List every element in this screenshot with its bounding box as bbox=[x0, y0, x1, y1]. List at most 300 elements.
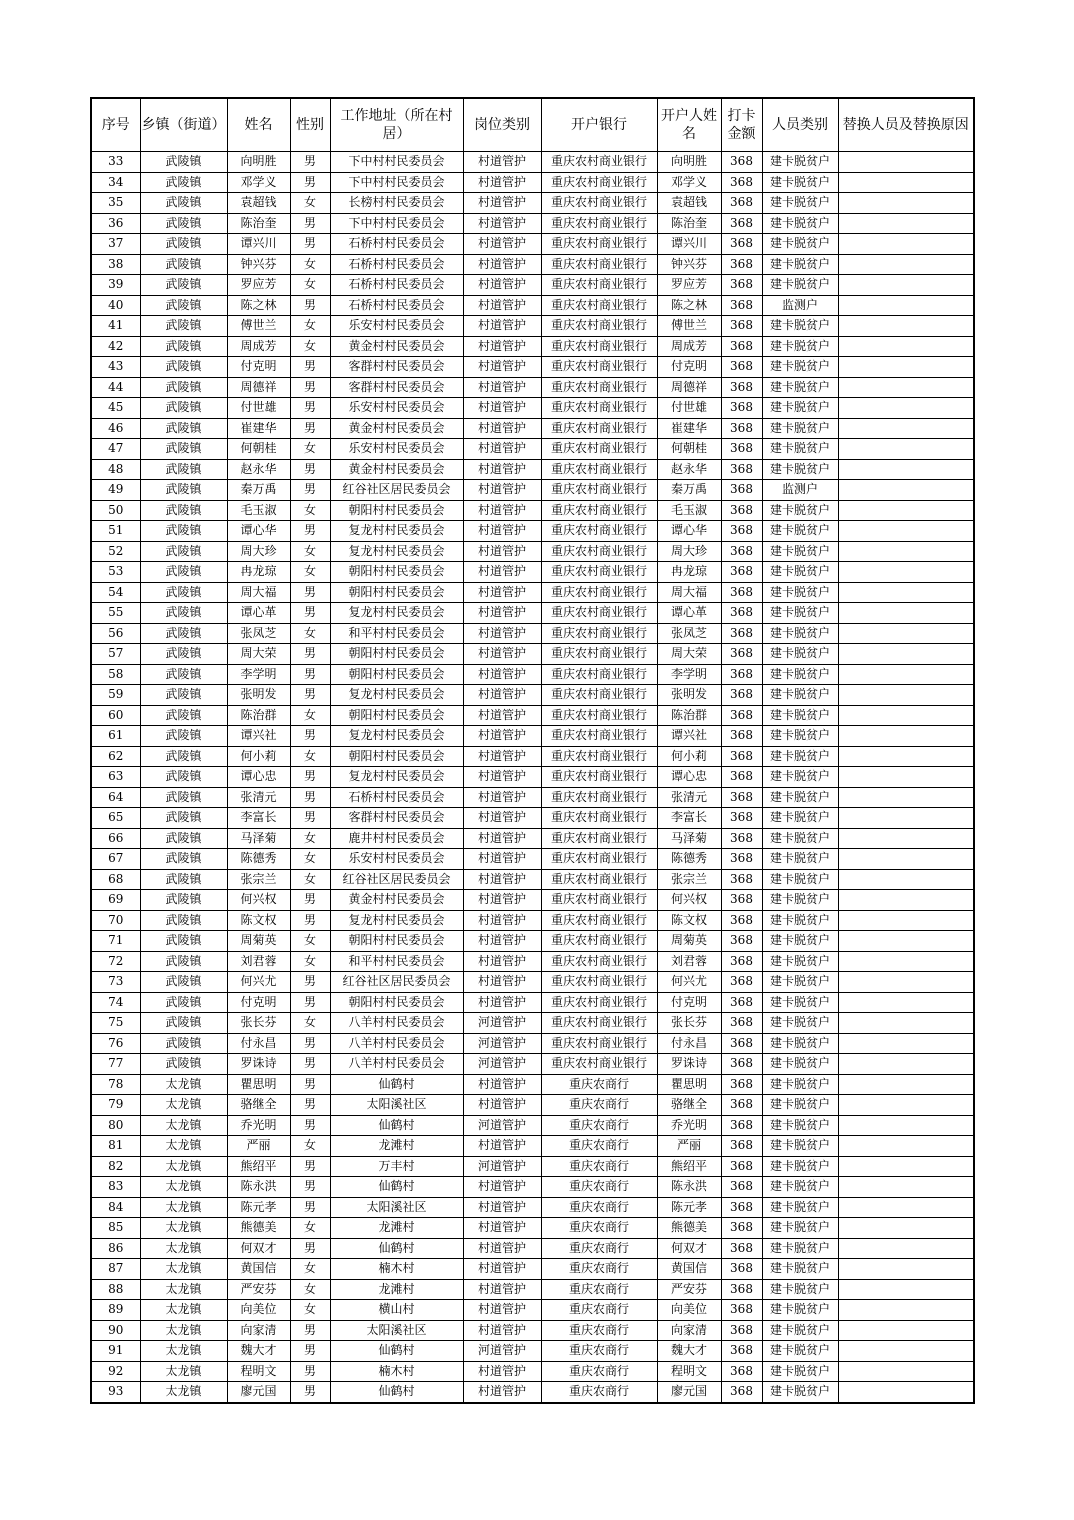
seq-cell: 64 bbox=[91, 787, 140, 808]
amount-cell: 368 bbox=[721, 459, 762, 480]
category-cell: 建卡脱贫户 bbox=[762, 1095, 838, 1116]
name-cell: 李学明 bbox=[227, 664, 290, 685]
seq-cell: 44 bbox=[91, 377, 140, 398]
holder-cell: 付克明 bbox=[657, 357, 721, 378]
amount-cell: 368 bbox=[721, 254, 762, 275]
amount-cell: 368 bbox=[721, 910, 762, 931]
town-cell: 武陵镇 bbox=[140, 357, 227, 378]
gender-cell: 男 bbox=[290, 1382, 330, 1403]
amount-cell: 368 bbox=[721, 1177, 762, 1198]
category-cell: 建卡脱贫户 bbox=[762, 172, 838, 193]
post-type-cell: 村道管护 bbox=[463, 1279, 541, 1300]
address-cell: 石桥村村民委员会 bbox=[330, 275, 463, 296]
seq-cell: 77 bbox=[91, 1054, 140, 1075]
replacement-cell bbox=[838, 500, 974, 521]
bank-cell: 重庆农村商业银行 bbox=[541, 398, 657, 419]
replacement-cell bbox=[838, 1320, 974, 1341]
holder-cell: 熊绍平 bbox=[657, 1156, 721, 1177]
bank-cell: 重庆农村商业银行 bbox=[541, 213, 657, 234]
category-cell: 建卡脱贫户 bbox=[762, 1238, 838, 1259]
bank-cell: 重庆农村商业银行 bbox=[541, 500, 657, 521]
table-row bbox=[91, 1074, 974, 1095]
replacement-cell bbox=[838, 603, 974, 624]
amount-cell: 368 bbox=[721, 234, 762, 255]
name-cell: 魏大才 bbox=[227, 1341, 290, 1362]
town-cell: 太龙镇 bbox=[140, 1074, 227, 1095]
replacement-cell bbox=[838, 1341, 974, 1362]
replacement-cell bbox=[838, 377, 974, 398]
replacement-cell bbox=[838, 972, 974, 993]
amount-cell: 368 bbox=[721, 418, 762, 439]
amount-cell: 368 bbox=[721, 951, 762, 972]
name-cell: 付永昌 bbox=[227, 1033, 290, 1054]
replacement-cell bbox=[838, 808, 974, 829]
town-cell: 武陵镇 bbox=[140, 418, 227, 439]
town-cell: 武陵镇 bbox=[140, 521, 227, 542]
holder-cell: 何双才 bbox=[657, 1238, 721, 1259]
name-cell: 张清元 bbox=[227, 787, 290, 808]
seq-cell: 50 bbox=[91, 500, 140, 521]
seq-cell: 93 bbox=[91, 1382, 140, 1403]
gender-cell: 男 bbox=[290, 295, 330, 316]
town-cell: 武陵镇 bbox=[140, 890, 227, 911]
gender-cell: 女 bbox=[290, 562, 330, 583]
holder-cell: 严丽 bbox=[657, 1136, 721, 1157]
category-cell: 建卡脱贫户 bbox=[762, 705, 838, 726]
category-cell: 建卡脱贫户 bbox=[762, 562, 838, 583]
amount-cell: 368 bbox=[721, 275, 762, 296]
post-type-cell: 村道管护 bbox=[463, 398, 541, 419]
category-cell: 建卡脱贫户 bbox=[762, 1177, 838, 1198]
post-type-cell: 村道管护 bbox=[463, 1074, 541, 1095]
post-type-cell: 村道管护 bbox=[463, 1095, 541, 1116]
post-type-cell: 村道管护 bbox=[463, 234, 541, 255]
address-cell: 复龙村村民委员会 bbox=[330, 685, 463, 706]
bank-cell: 重庆农商行 bbox=[541, 1238, 657, 1259]
name-cell: 周大珍 bbox=[227, 541, 290, 562]
amount-cell: 368 bbox=[721, 849, 762, 870]
category-cell: 建卡脱贫户 bbox=[762, 316, 838, 337]
replacement-cell bbox=[838, 582, 974, 603]
gender-cell: 男 bbox=[290, 418, 330, 439]
address-cell: 万丰村 bbox=[330, 1156, 463, 1177]
name-cell: 谭心忠 bbox=[227, 767, 290, 788]
gender-cell: 男 bbox=[290, 357, 330, 378]
name-cell: 张长芬 bbox=[227, 1013, 290, 1034]
replacement-cell bbox=[838, 254, 974, 275]
gender-cell: 男 bbox=[290, 1156, 330, 1177]
holder-cell: 谭心革 bbox=[657, 603, 721, 624]
gender-cell: 女 bbox=[290, 193, 330, 214]
seq-cell: 69 bbox=[91, 890, 140, 911]
replacement-cell bbox=[838, 726, 974, 747]
post-type-cell: 村道管护 bbox=[463, 275, 541, 296]
category-cell: 建卡脱贫户 bbox=[762, 623, 838, 644]
address-cell: 复龙村村民委员会 bbox=[330, 910, 463, 931]
amount-cell: 368 bbox=[721, 1320, 762, 1341]
bank-cell: 重庆农商行 bbox=[541, 1259, 657, 1280]
replacement-cell bbox=[838, 1074, 974, 1095]
replacement-cell bbox=[838, 357, 974, 378]
name-cell: 付克明 bbox=[227, 992, 290, 1013]
replacement-cell bbox=[838, 685, 974, 706]
category-cell: 建卡脱贫户 bbox=[762, 603, 838, 624]
bank-cell: 重庆农商行 bbox=[541, 1115, 657, 1136]
amount-cell: 368 bbox=[721, 377, 762, 398]
post-type-cell: 村道管护 bbox=[463, 1177, 541, 1198]
holder-cell: 周德祥 bbox=[657, 377, 721, 398]
bank-cell: 重庆农村商业银行 bbox=[541, 972, 657, 993]
address-cell: 仙鹤村 bbox=[330, 1074, 463, 1095]
seq-cell: 43 bbox=[91, 357, 140, 378]
address-cell: 横山村 bbox=[330, 1300, 463, 1321]
town-cell: 武陵镇 bbox=[140, 1054, 227, 1075]
holder-cell: 冉龙琼 bbox=[657, 562, 721, 583]
post-type-cell: 村道管护 bbox=[463, 1197, 541, 1218]
amount-cell: 368 bbox=[721, 1136, 762, 1157]
address-cell: 朝阳村村民委员会 bbox=[330, 705, 463, 726]
address-cell: 下中村村民委员会 bbox=[330, 172, 463, 193]
table-row bbox=[91, 767, 974, 788]
name-cell: 赵永华 bbox=[227, 459, 290, 480]
gender-cell: 女 bbox=[290, 1218, 330, 1239]
town-cell: 武陵镇 bbox=[140, 685, 227, 706]
town-cell: 武陵镇 bbox=[140, 234, 227, 255]
table-row bbox=[91, 972, 974, 993]
category-cell: 建卡脱贫户 bbox=[762, 1300, 838, 1321]
post-type-cell: 村道管护 bbox=[463, 1382, 541, 1403]
address-cell: 八羊村村民委员会 bbox=[330, 1054, 463, 1075]
address-cell: 客群村村民委员会 bbox=[330, 357, 463, 378]
post-type-cell: 村道管护 bbox=[463, 869, 541, 890]
table-row bbox=[91, 787, 974, 808]
town-cell: 太龙镇 bbox=[140, 1136, 227, 1157]
holder-cell: 张清元 bbox=[657, 787, 721, 808]
bank-cell: 重庆农商行 bbox=[541, 1177, 657, 1198]
name-cell: 何双才 bbox=[227, 1238, 290, 1259]
bank-cell: 重庆农村商业银行 bbox=[541, 582, 657, 603]
seq-cell: 33 bbox=[91, 152, 140, 173]
address-cell: 太阳溪社区 bbox=[330, 1095, 463, 1116]
amount-cell: 368 bbox=[721, 644, 762, 665]
replacement-cell bbox=[838, 316, 974, 337]
replacement-cell bbox=[838, 1013, 974, 1034]
holder-cell: 向美位 bbox=[657, 1300, 721, 1321]
holder-cell: 付克明 bbox=[657, 992, 721, 1013]
table-row bbox=[91, 623, 974, 644]
replacement-cell bbox=[838, 213, 974, 234]
town-cell: 武陵镇 bbox=[140, 152, 227, 173]
bank-cell: 重庆农村商业银行 bbox=[541, 787, 657, 808]
name-cell: 周大福 bbox=[227, 582, 290, 603]
post-type-cell: 村道管护 bbox=[463, 336, 541, 357]
name-cell: 乔光明 bbox=[227, 1115, 290, 1136]
holder-cell: 陈元孝 bbox=[657, 1197, 721, 1218]
category-cell: 建卡脱贫户 bbox=[762, 152, 838, 173]
name-cell: 刘君蓉 bbox=[227, 951, 290, 972]
name-cell: 张明发 bbox=[227, 685, 290, 706]
town-cell: 太龙镇 bbox=[140, 1115, 227, 1136]
town-cell: 武陵镇 bbox=[140, 213, 227, 234]
bank-cell: 重庆农村商业银行 bbox=[541, 828, 657, 849]
bank-cell: 重庆农村商业银行 bbox=[541, 951, 657, 972]
seq-cell: 80 bbox=[91, 1115, 140, 1136]
name-cell: 罗诛诗 bbox=[227, 1054, 290, 1075]
post-type-cell: 村道管护 bbox=[463, 377, 541, 398]
gender-cell: 男 bbox=[290, 726, 330, 747]
seq-cell: 34 bbox=[91, 172, 140, 193]
gender-cell: 男 bbox=[290, 1095, 330, 1116]
gender-cell: 男 bbox=[290, 1033, 330, 1054]
category-cell: 建卡脱贫户 bbox=[762, 459, 838, 480]
table-row bbox=[91, 582, 974, 603]
town-cell: 太龙镇 bbox=[140, 1259, 227, 1280]
gender-cell: 男 bbox=[290, 459, 330, 480]
table-row bbox=[91, 1054, 974, 1075]
address-cell: 八羊村村民委员会 bbox=[330, 1013, 463, 1034]
name-cell: 袁超钱 bbox=[227, 193, 290, 214]
post-type-cell: 村道管护 bbox=[463, 931, 541, 952]
category-cell: 建卡脱贫户 bbox=[762, 254, 838, 275]
holder-cell: 周大荣 bbox=[657, 644, 721, 665]
replacement-cell bbox=[838, 828, 974, 849]
address-cell: 和平村村民委员会 bbox=[330, 623, 463, 644]
replacement-cell bbox=[838, 644, 974, 665]
holder-cell: 陈治奎 bbox=[657, 213, 721, 234]
post-type-cell: 村道管护 bbox=[463, 1218, 541, 1239]
address-cell: 仙鹤村 bbox=[330, 1115, 463, 1136]
bank-cell: 重庆农商行 bbox=[541, 1197, 657, 1218]
seq-cell: 86 bbox=[91, 1238, 140, 1259]
town-cell: 武陵镇 bbox=[140, 459, 227, 480]
header-work-address: 工作地址（所在村居） bbox=[330, 98, 463, 152]
amount-cell: 368 bbox=[721, 726, 762, 747]
category-cell: 建卡脱贫户 bbox=[762, 787, 838, 808]
table-row bbox=[91, 1300, 974, 1321]
name-cell: 向家清 bbox=[227, 1320, 290, 1341]
gender-cell: 女 bbox=[290, 1259, 330, 1280]
holder-cell: 崔建华 bbox=[657, 418, 721, 439]
category-cell: 建卡脱贫户 bbox=[762, 1382, 838, 1403]
address-cell: 仙鹤村 bbox=[330, 1238, 463, 1259]
table-row bbox=[91, 890, 974, 911]
gender-cell: 女 bbox=[290, 541, 330, 562]
holder-cell: 瞿思明 bbox=[657, 1074, 721, 1095]
bank-cell: 重庆农商行 bbox=[541, 1320, 657, 1341]
name-cell: 付世雄 bbox=[227, 398, 290, 419]
gender-cell: 女 bbox=[290, 275, 330, 296]
gender-cell: 男 bbox=[290, 890, 330, 911]
table-row bbox=[91, 193, 974, 214]
address-cell: 石桥村村民委员会 bbox=[330, 234, 463, 255]
holder-cell: 秦万禹 bbox=[657, 480, 721, 501]
holder-cell: 陈永洪 bbox=[657, 1177, 721, 1198]
name-cell: 何小莉 bbox=[227, 746, 290, 767]
town-cell: 武陵镇 bbox=[140, 931, 227, 952]
bank-cell: 重庆农村商业银行 bbox=[541, 705, 657, 726]
name-cell: 张宗兰 bbox=[227, 869, 290, 890]
bank-cell: 重庆农村商业银行 bbox=[541, 603, 657, 624]
table-row bbox=[91, 1259, 974, 1280]
holder-cell: 骆继全 bbox=[657, 1095, 721, 1116]
amount-cell: 368 bbox=[721, 1382, 762, 1403]
table-row bbox=[91, 295, 974, 316]
table-row bbox=[91, 1361, 974, 1382]
post-type-cell: 村道管护 bbox=[463, 480, 541, 501]
amount-cell: 368 bbox=[721, 500, 762, 521]
amount-cell: 368 bbox=[721, 1095, 762, 1116]
address-cell: 楠木村 bbox=[330, 1259, 463, 1280]
name-cell: 熊德美 bbox=[227, 1218, 290, 1239]
seq-cell: 78 bbox=[91, 1074, 140, 1095]
gender-cell: 男 bbox=[290, 910, 330, 931]
category-cell: 建卡脱贫户 bbox=[762, 869, 838, 890]
amount-cell: 368 bbox=[721, 931, 762, 952]
replacement-cell bbox=[838, 992, 974, 1013]
seq-cell: 59 bbox=[91, 685, 140, 706]
seq-cell: 92 bbox=[91, 1361, 140, 1382]
bank-cell: 重庆农村商业银行 bbox=[541, 685, 657, 706]
town-cell: 太龙镇 bbox=[140, 1218, 227, 1239]
bank-cell: 重庆农村商业银行 bbox=[541, 992, 657, 1013]
seq-cell: 81 bbox=[91, 1136, 140, 1157]
address-cell: 乐安村村民委员会 bbox=[330, 439, 463, 460]
table-row bbox=[91, 931, 974, 952]
seq-cell: 57 bbox=[91, 644, 140, 665]
gender-cell: 男 bbox=[290, 398, 330, 419]
town-cell: 武陵镇 bbox=[140, 910, 227, 931]
town-cell: 武陵镇 bbox=[140, 480, 227, 501]
replacement-cell bbox=[838, 459, 974, 480]
gender-cell: 女 bbox=[290, 828, 330, 849]
seq-cell: 62 bbox=[91, 746, 140, 767]
category-cell: 建卡脱贫户 bbox=[762, 1279, 838, 1300]
category-cell: 建卡脱贫户 bbox=[762, 582, 838, 603]
seq-cell: 88 bbox=[91, 1279, 140, 1300]
amount-cell: 368 bbox=[721, 1300, 762, 1321]
address-cell: 和平村村民委员会 bbox=[330, 951, 463, 972]
gender-cell: 男 bbox=[290, 521, 330, 542]
header-row bbox=[91, 98, 974, 152]
replacement-cell bbox=[838, 1136, 974, 1157]
replacement-cell bbox=[838, 931, 974, 952]
post-type-cell: 村道管护 bbox=[463, 254, 541, 275]
holder-cell: 罗诛诗 bbox=[657, 1054, 721, 1075]
seq-cell: 36 bbox=[91, 213, 140, 234]
table-row bbox=[91, 234, 974, 255]
town-cell: 太龙镇 bbox=[140, 1279, 227, 1300]
holder-cell: 何朝桂 bbox=[657, 439, 721, 460]
gender-cell: 男 bbox=[290, 152, 330, 173]
address-cell: 仙鹤村 bbox=[330, 1341, 463, 1362]
name-cell: 陈治奎 bbox=[227, 213, 290, 234]
table-row bbox=[91, 726, 974, 747]
table-row bbox=[91, 377, 974, 398]
holder-cell: 何兴权 bbox=[657, 890, 721, 911]
address-cell: 鹿井村村民委员会 bbox=[330, 828, 463, 849]
amount-cell: 368 bbox=[721, 521, 762, 542]
amount-cell: 368 bbox=[721, 992, 762, 1013]
town-cell: 武陵镇 bbox=[140, 275, 227, 296]
town-cell: 武陵镇 bbox=[140, 541, 227, 562]
holder-cell: 谭心华 bbox=[657, 521, 721, 542]
table-row bbox=[91, 1156, 974, 1177]
holder-cell: 李学明 bbox=[657, 664, 721, 685]
table-body bbox=[91, 152, 974, 1403]
seq-cell: 58 bbox=[91, 664, 140, 685]
town-cell: 武陵镇 bbox=[140, 808, 227, 829]
category-cell: 建卡脱贫户 bbox=[762, 664, 838, 685]
gender-cell: 女 bbox=[290, 869, 330, 890]
post-type-cell: 村道管护 bbox=[463, 582, 541, 603]
replacement-cell bbox=[838, 1197, 974, 1218]
post-type-cell: 河道管护 bbox=[463, 1341, 541, 1362]
seq-cell: 79 bbox=[91, 1095, 140, 1116]
town-cell: 太龙镇 bbox=[140, 1382, 227, 1403]
table-row bbox=[91, 828, 974, 849]
gender-cell: 女 bbox=[290, 1136, 330, 1157]
table-row bbox=[91, 152, 974, 173]
amount-cell: 368 bbox=[721, 623, 762, 644]
seq-cell: 75 bbox=[91, 1013, 140, 1034]
gender-cell: 男 bbox=[290, 972, 330, 993]
post-type-cell: 村道管护 bbox=[463, 500, 541, 521]
gender-cell: 男 bbox=[290, 1074, 330, 1095]
name-cell: 严丽 bbox=[227, 1136, 290, 1157]
category-cell: 建卡脱贫户 bbox=[762, 193, 838, 214]
post-type-cell: 村道管护 bbox=[463, 193, 541, 214]
town-cell: 武陵镇 bbox=[140, 705, 227, 726]
table-row bbox=[91, 1320, 974, 1341]
town-cell: 武陵镇 bbox=[140, 603, 227, 624]
gender-cell: 女 bbox=[290, 951, 330, 972]
name-cell: 熊绍平 bbox=[227, 1156, 290, 1177]
address-cell: 客群村村民委员会 bbox=[330, 808, 463, 829]
category-cell: 建卡脱贫户 bbox=[762, 1054, 838, 1075]
gender-cell: 男 bbox=[290, 787, 330, 808]
address-cell: 黄金村村民委员会 bbox=[330, 336, 463, 357]
address-cell: 楠木村 bbox=[330, 1361, 463, 1382]
holder-cell: 陈德秀 bbox=[657, 849, 721, 870]
bank-cell: 重庆农村商业银行 bbox=[541, 377, 657, 398]
category-cell: 建卡脱贫户 bbox=[762, 644, 838, 665]
category-cell: 建卡脱贫户 bbox=[762, 357, 838, 378]
table-row bbox=[91, 1095, 974, 1116]
seq-cell: 61 bbox=[91, 726, 140, 747]
seq-cell: 39 bbox=[91, 275, 140, 296]
category-cell: 建卡脱贫户 bbox=[762, 685, 838, 706]
replacement-cell bbox=[838, 1238, 974, 1259]
seq-cell: 48 bbox=[91, 459, 140, 480]
replacement-cell bbox=[838, 172, 974, 193]
table-row bbox=[91, 275, 974, 296]
category-cell: 建卡脱贫户 bbox=[762, 910, 838, 931]
seq-cell: 52 bbox=[91, 541, 140, 562]
seq-cell: 54 bbox=[91, 582, 140, 603]
replacement-cell bbox=[838, 398, 974, 419]
table-row bbox=[91, 172, 974, 193]
category-cell: 建卡脱贫户 bbox=[762, 931, 838, 952]
header-gender: 性别 bbox=[290, 98, 330, 152]
replacement-cell bbox=[838, 1279, 974, 1300]
amount-cell: 368 bbox=[721, 336, 762, 357]
address-cell: 长榜村村民委员会 bbox=[330, 193, 463, 214]
post-type-cell: 村道管护 bbox=[463, 1361, 541, 1382]
holder-cell: 廖元国 bbox=[657, 1382, 721, 1403]
name-cell: 秦万禹 bbox=[227, 480, 290, 501]
seq-cell: 67 bbox=[91, 849, 140, 870]
roster-table bbox=[90, 97, 975, 1404]
